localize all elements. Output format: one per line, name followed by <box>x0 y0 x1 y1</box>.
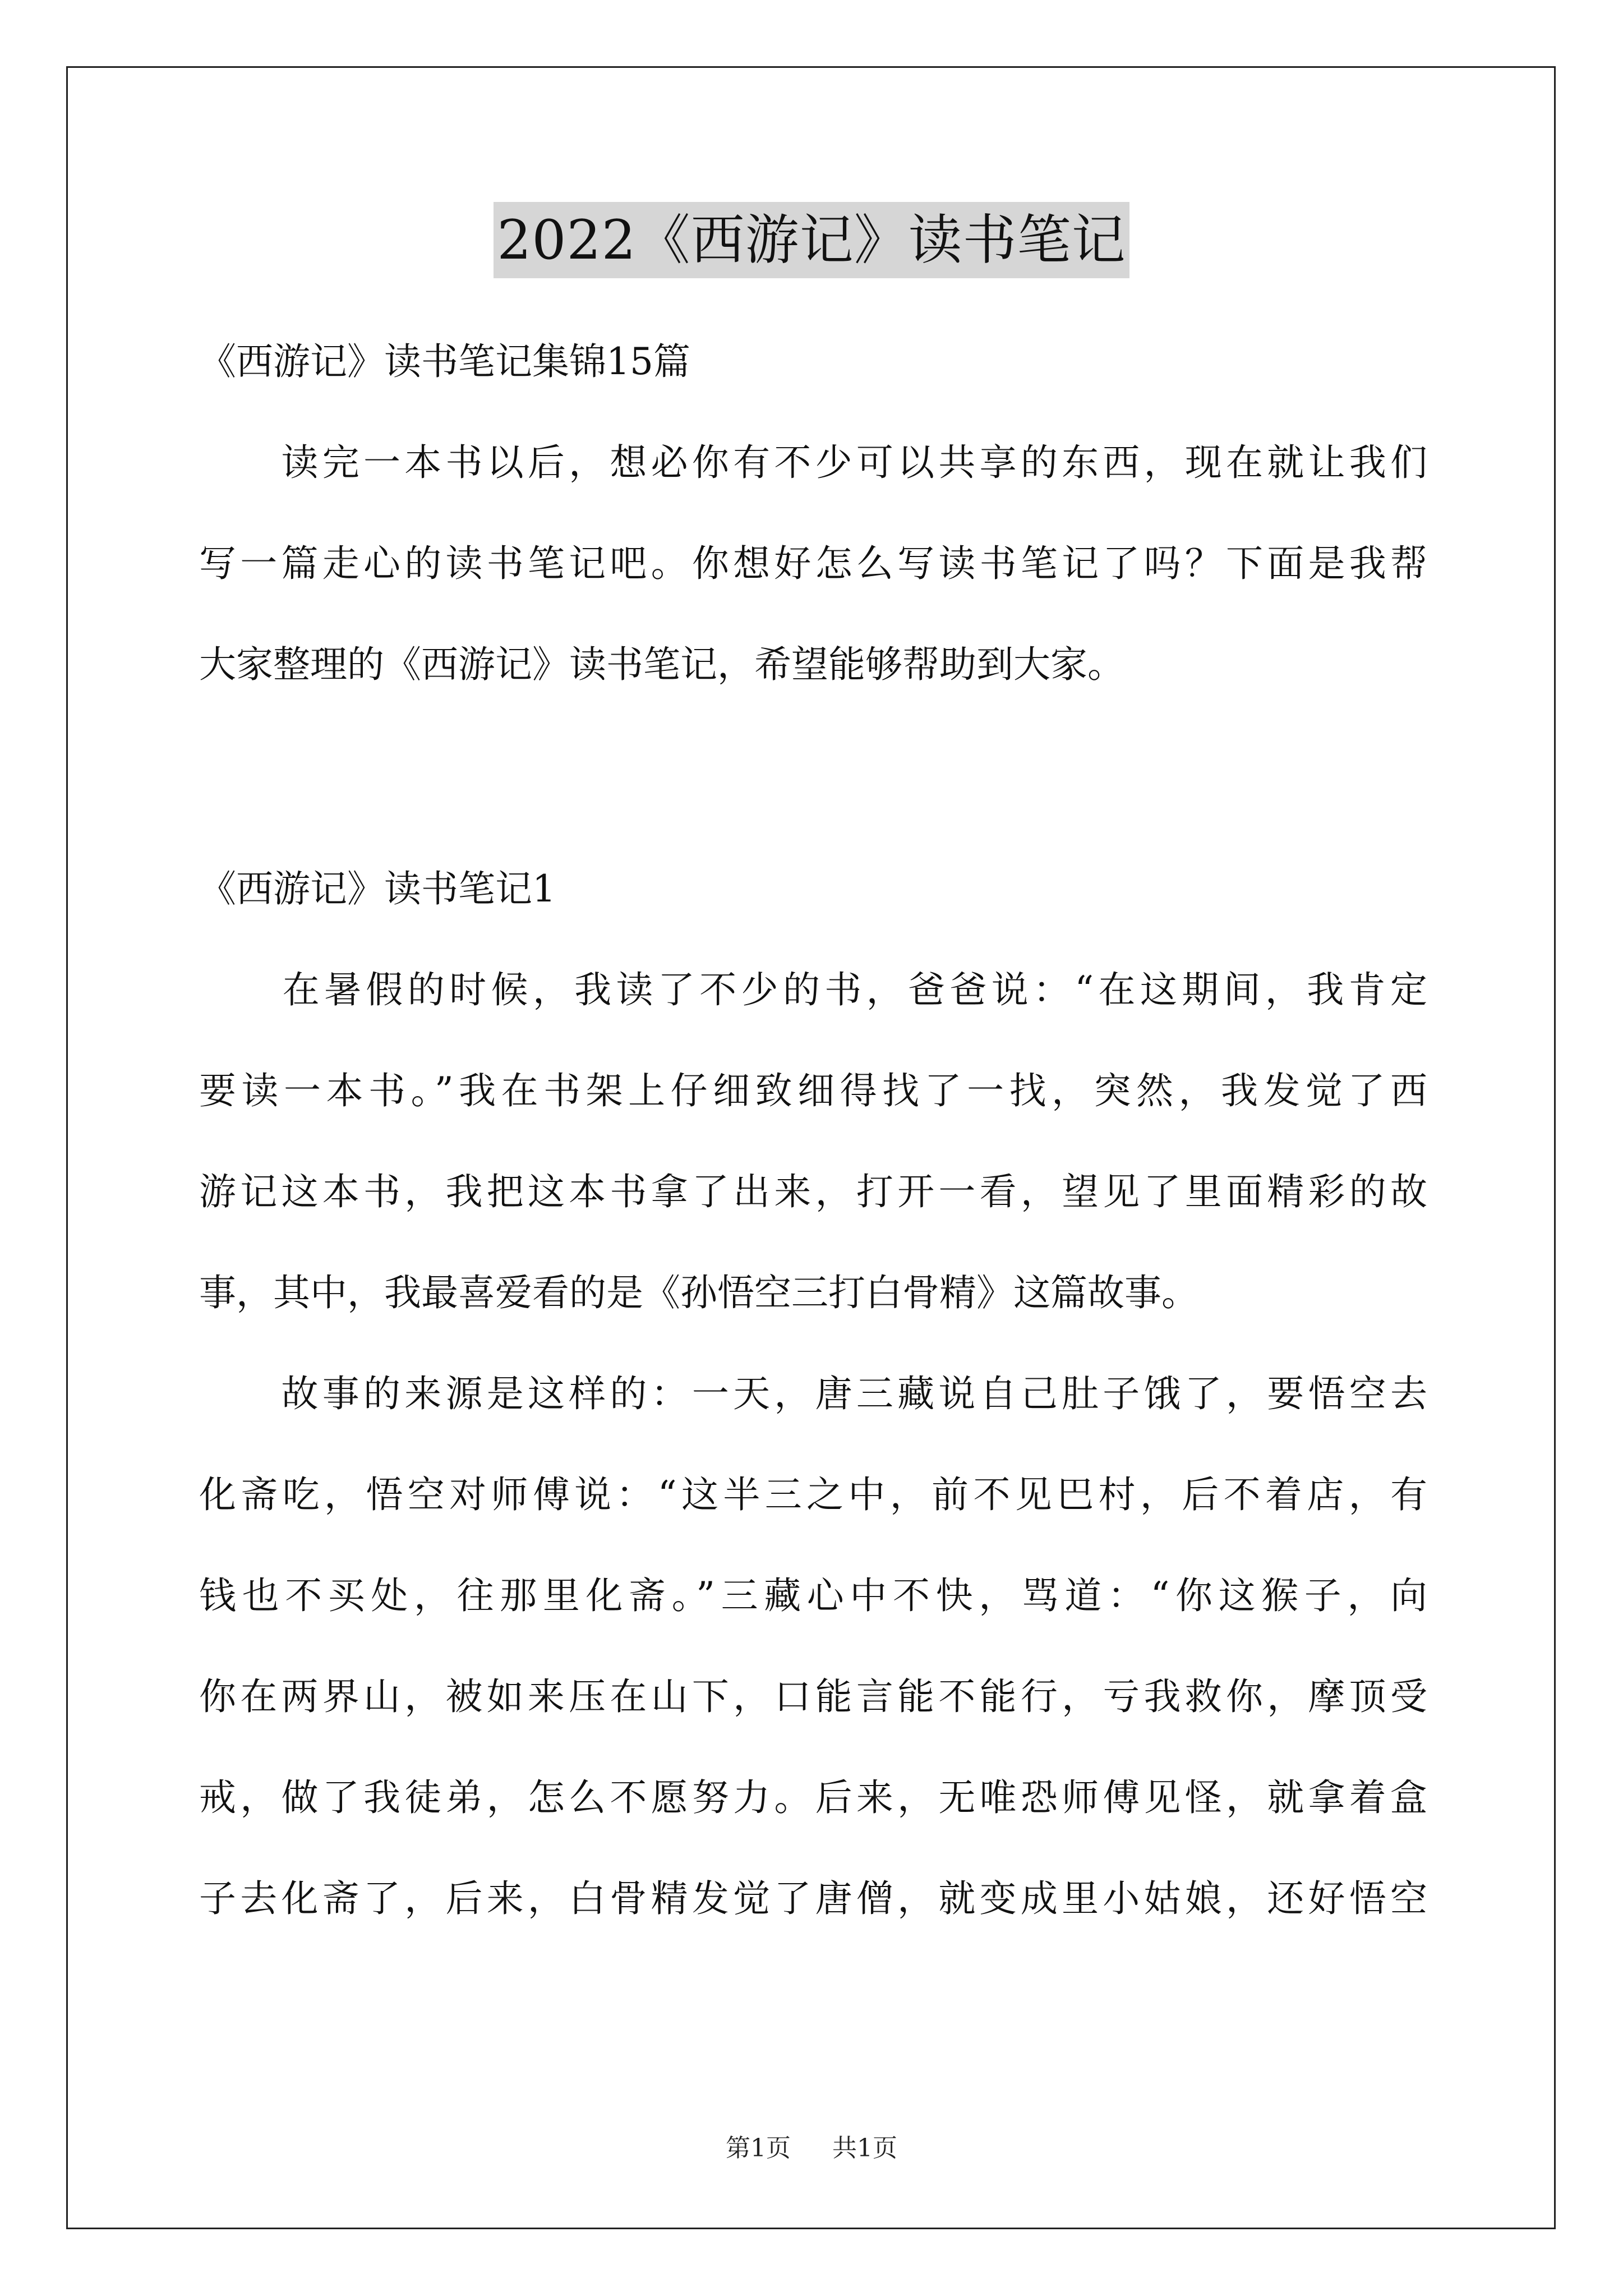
section-heading: 《西游记》读书笔记1 <box>199 867 556 910</box>
paragraph-line: 钱也不买处，往那里化斋。”三藏心中不快，骂道：“你这猴子，向 <box>199 1574 1427 1617</box>
page-total: 共1页 <box>832 2134 897 2162</box>
paragraph-line: 事，其中，我最喜爱看的是《孙悟空三打白骨精》这篇故事。 <box>199 1271 1198 1314</box>
intro-paragraph <box>199 412 1427 715</box>
paragraph-line: 在暑假的时候，我读了不少的书，爸爸说：“在这期间，我肯定 <box>199 968 1427 1011</box>
paragraph-2 <box>199 1343 1427 1949</box>
paragraph-1 <box>199 940 1427 1343</box>
intro-line: 读完一本书以后，想必你有不少可以共享的东西，现在就让我们 <box>199 441 1427 484</box>
document-body <box>199 311 1427 1949</box>
paragraph-line: 戒，做了我徒弟，怎么不愿努力。后来，无唯恐师傅见怪，就拿着盒 <box>199 1776 1427 1819</box>
page-number: 第1页 <box>726 2134 791 2162</box>
paragraph-line: 游记这本书，我把这本书拿了出来，打开一看，望见了里面精彩的故 <box>199 1170 1427 1213</box>
intro-line: 写一篇走心的读书笔记吧。你想好怎么写读书笔记了吗？下面是我帮 <box>199 542 1427 585</box>
paragraph-line: 化斋吃，悟空对师傅说：“这半三之中，前不见巴村，后不着店，有 <box>199 1473 1427 1516</box>
paragraph-line: 子去化斋了，后来，白骨精发觉了唐僧，就变成里小姑娘，还好悟空 <box>199 1877 1427 1920</box>
paragraph-line: 你在两界山，被如来压在山下，口能言能不能行，亏我救你，摩顶受 <box>199 1675 1427 1718</box>
title-container <box>0 202 1623 278</box>
section-spacer <box>199 715 1427 839</box>
paragraph-line: 要读一本书。”我在书架上仔细致细得找了一找，突然，我发觉了西 <box>199 1069 1427 1112</box>
intro-line: 大家整理的《西游记》读书笔记，希望能够帮助到大家。 <box>199 643 1124 686</box>
page-footer <box>0 2132 1623 2165</box>
document-subtitle: 《西游记》读书笔记集锦15篇 <box>199 340 690 383</box>
document-title: 2022《西游记》读书笔记 <box>494 202 1129 278</box>
paragraph-line: 故事的来源是这样的：一天，唐三藏说自己肚子饿了，要悟空去 <box>199 1372 1427 1415</box>
